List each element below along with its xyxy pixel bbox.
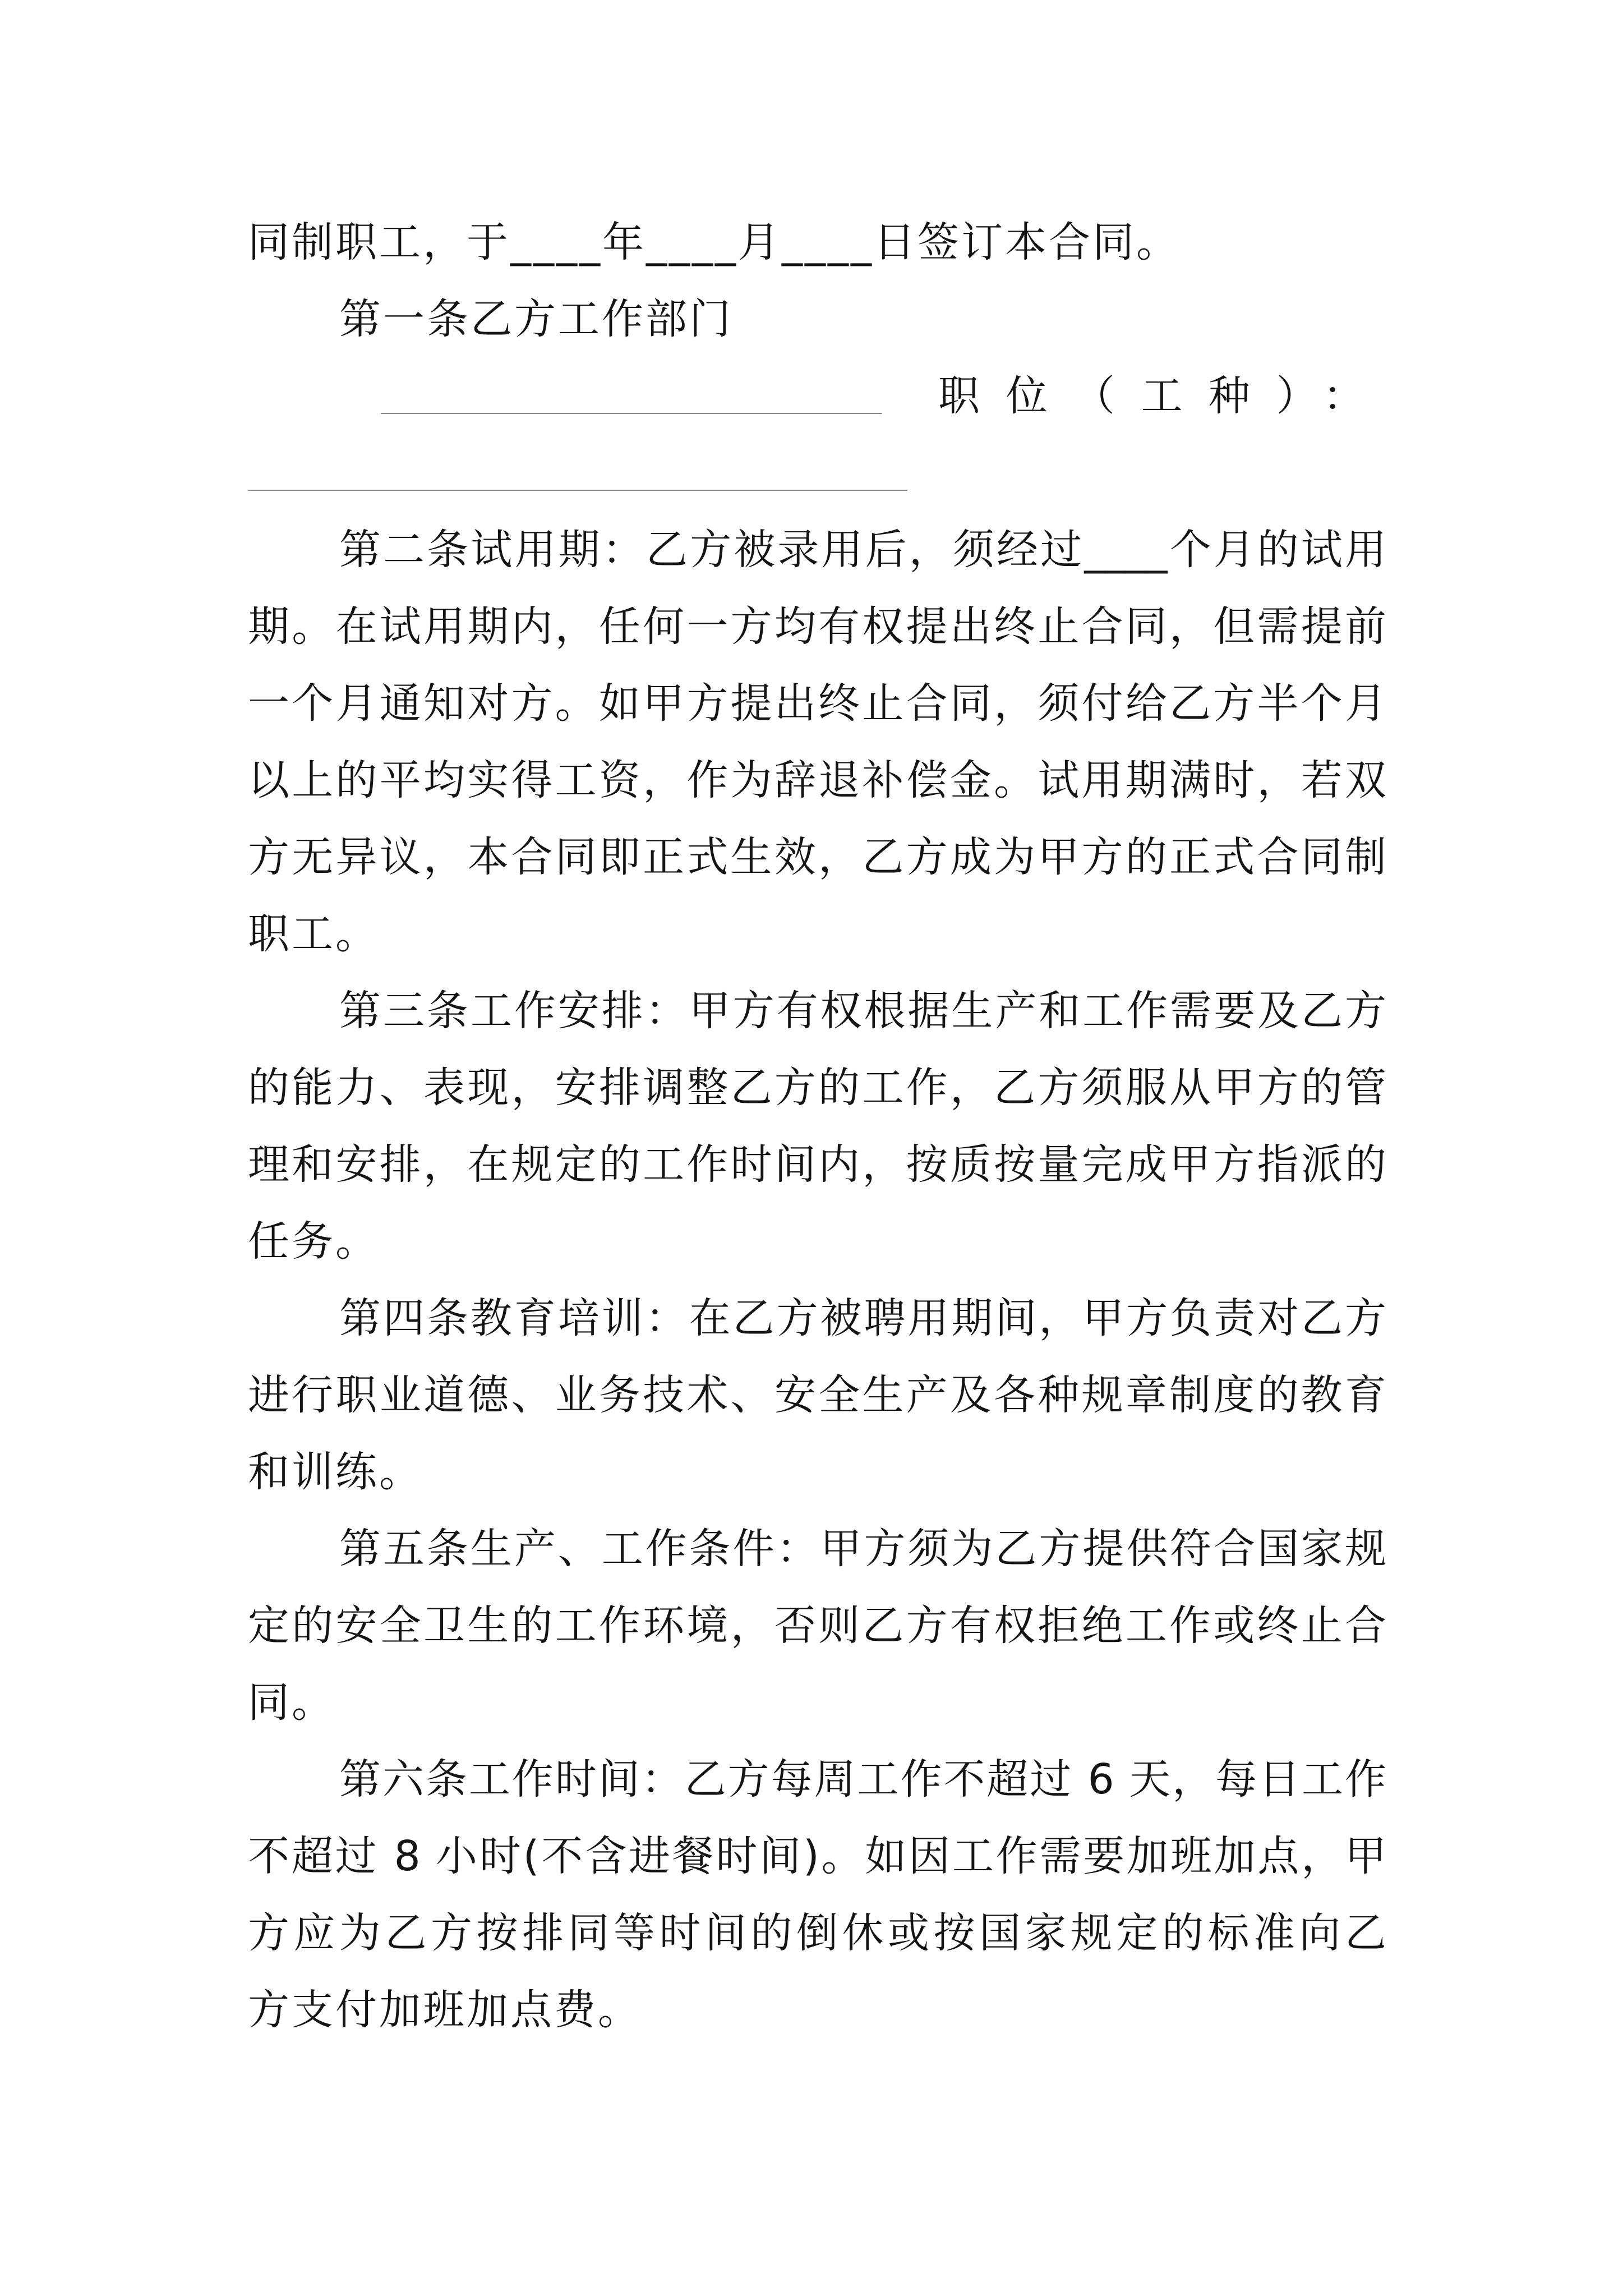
article-4-line: 第四条教育培训：在乙方被聘用期间，甲方负责对乙方 — [339, 1294, 1386, 1342]
article-3-line: 任务。 — [248, 1217, 379, 1266]
position-label: 职位（工种）： — [938, 372, 1364, 420]
article-3-line: 的能力、表现，安排调整乙方的工作，乙方须服从甲方的管 — [248, 1064, 1386, 1112]
document-page — [248, 204, 1386, 2049]
intro-line: 同制职工，于____年____月____日签订本合同。 — [248, 218, 1180, 266]
article-6-line: 不超过 8 小时(不含进餐时间)。如因工作需要加班加点，甲 — [248, 1832, 1386, 1880]
position-blank-row — [248, 435, 1386, 512]
position-field-row — [248, 358, 1386, 435]
article-5-line: 第五条生产、工作条件：甲方须为乙方提供符合国家规 — [339, 1525, 1386, 1573]
article-1-heading: 第一条乙方工作部门 — [339, 295, 733, 343]
article-2-line: 职工。 — [248, 910, 379, 958]
article-6-line: 方支付加班加点费。 — [248, 1986, 642, 2034]
article-2-line: 一个月通知对方。如甲方提出终止合同，须付给乙方半个月 — [248, 679, 1386, 728]
article-2-line: 方无异议，本合同即正式生效，乙方成为甲方的正式合同制 — [248, 833, 1386, 881]
article-4-line: 和训练。 — [248, 1448, 423, 1496]
article-4-line: 进行职业道德、业务技术、安全生产及各种规章制度的教育 — [248, 1371, 1386, 1419]
article-2-line: 期。在试用期内，任何一方均有权提出终止合同，但需提前 — [248, 602, 1386, 651]
article-5-line: 定的安全卫生的工作环境，否则乙方有权拒绝工作或终止合 — [248, 1602, 1386, 1650]
department-blank-line — [381, 413, 882, 414]
article-3-line: 理和安排，在规定的工作时间内，按质按量完成甲方指派的 — [248, 1140, 1386, 1189]
article-2-line: 第二条试用期：乙方被录用后，须经过____个月的试用 — [339, 526, 1386, 574]
article-2-line: 以上的平均实得工资，作为辞退补偿金。试用期满时，若双 — [248, 756, 1386, 804]
position-blank-line — [248, 490, 907, 491]
article-6-line: 第六条工作时间：乙方每周工作不超过 6 天，每日工作 — [339, 1755, 1386, 1803]
article-6-line: 方应为乙方按排同等时间的倒休或按国家规定的标准向乙 — [248, 1909, 1386, 1957]
article-5-line: 同。 — [248, 1678, 335, 1727]
article-3-line: 第三条工作安排：甲方有权根据生产和工作需要及乙方 — [339, 987, 1386, 1035]
